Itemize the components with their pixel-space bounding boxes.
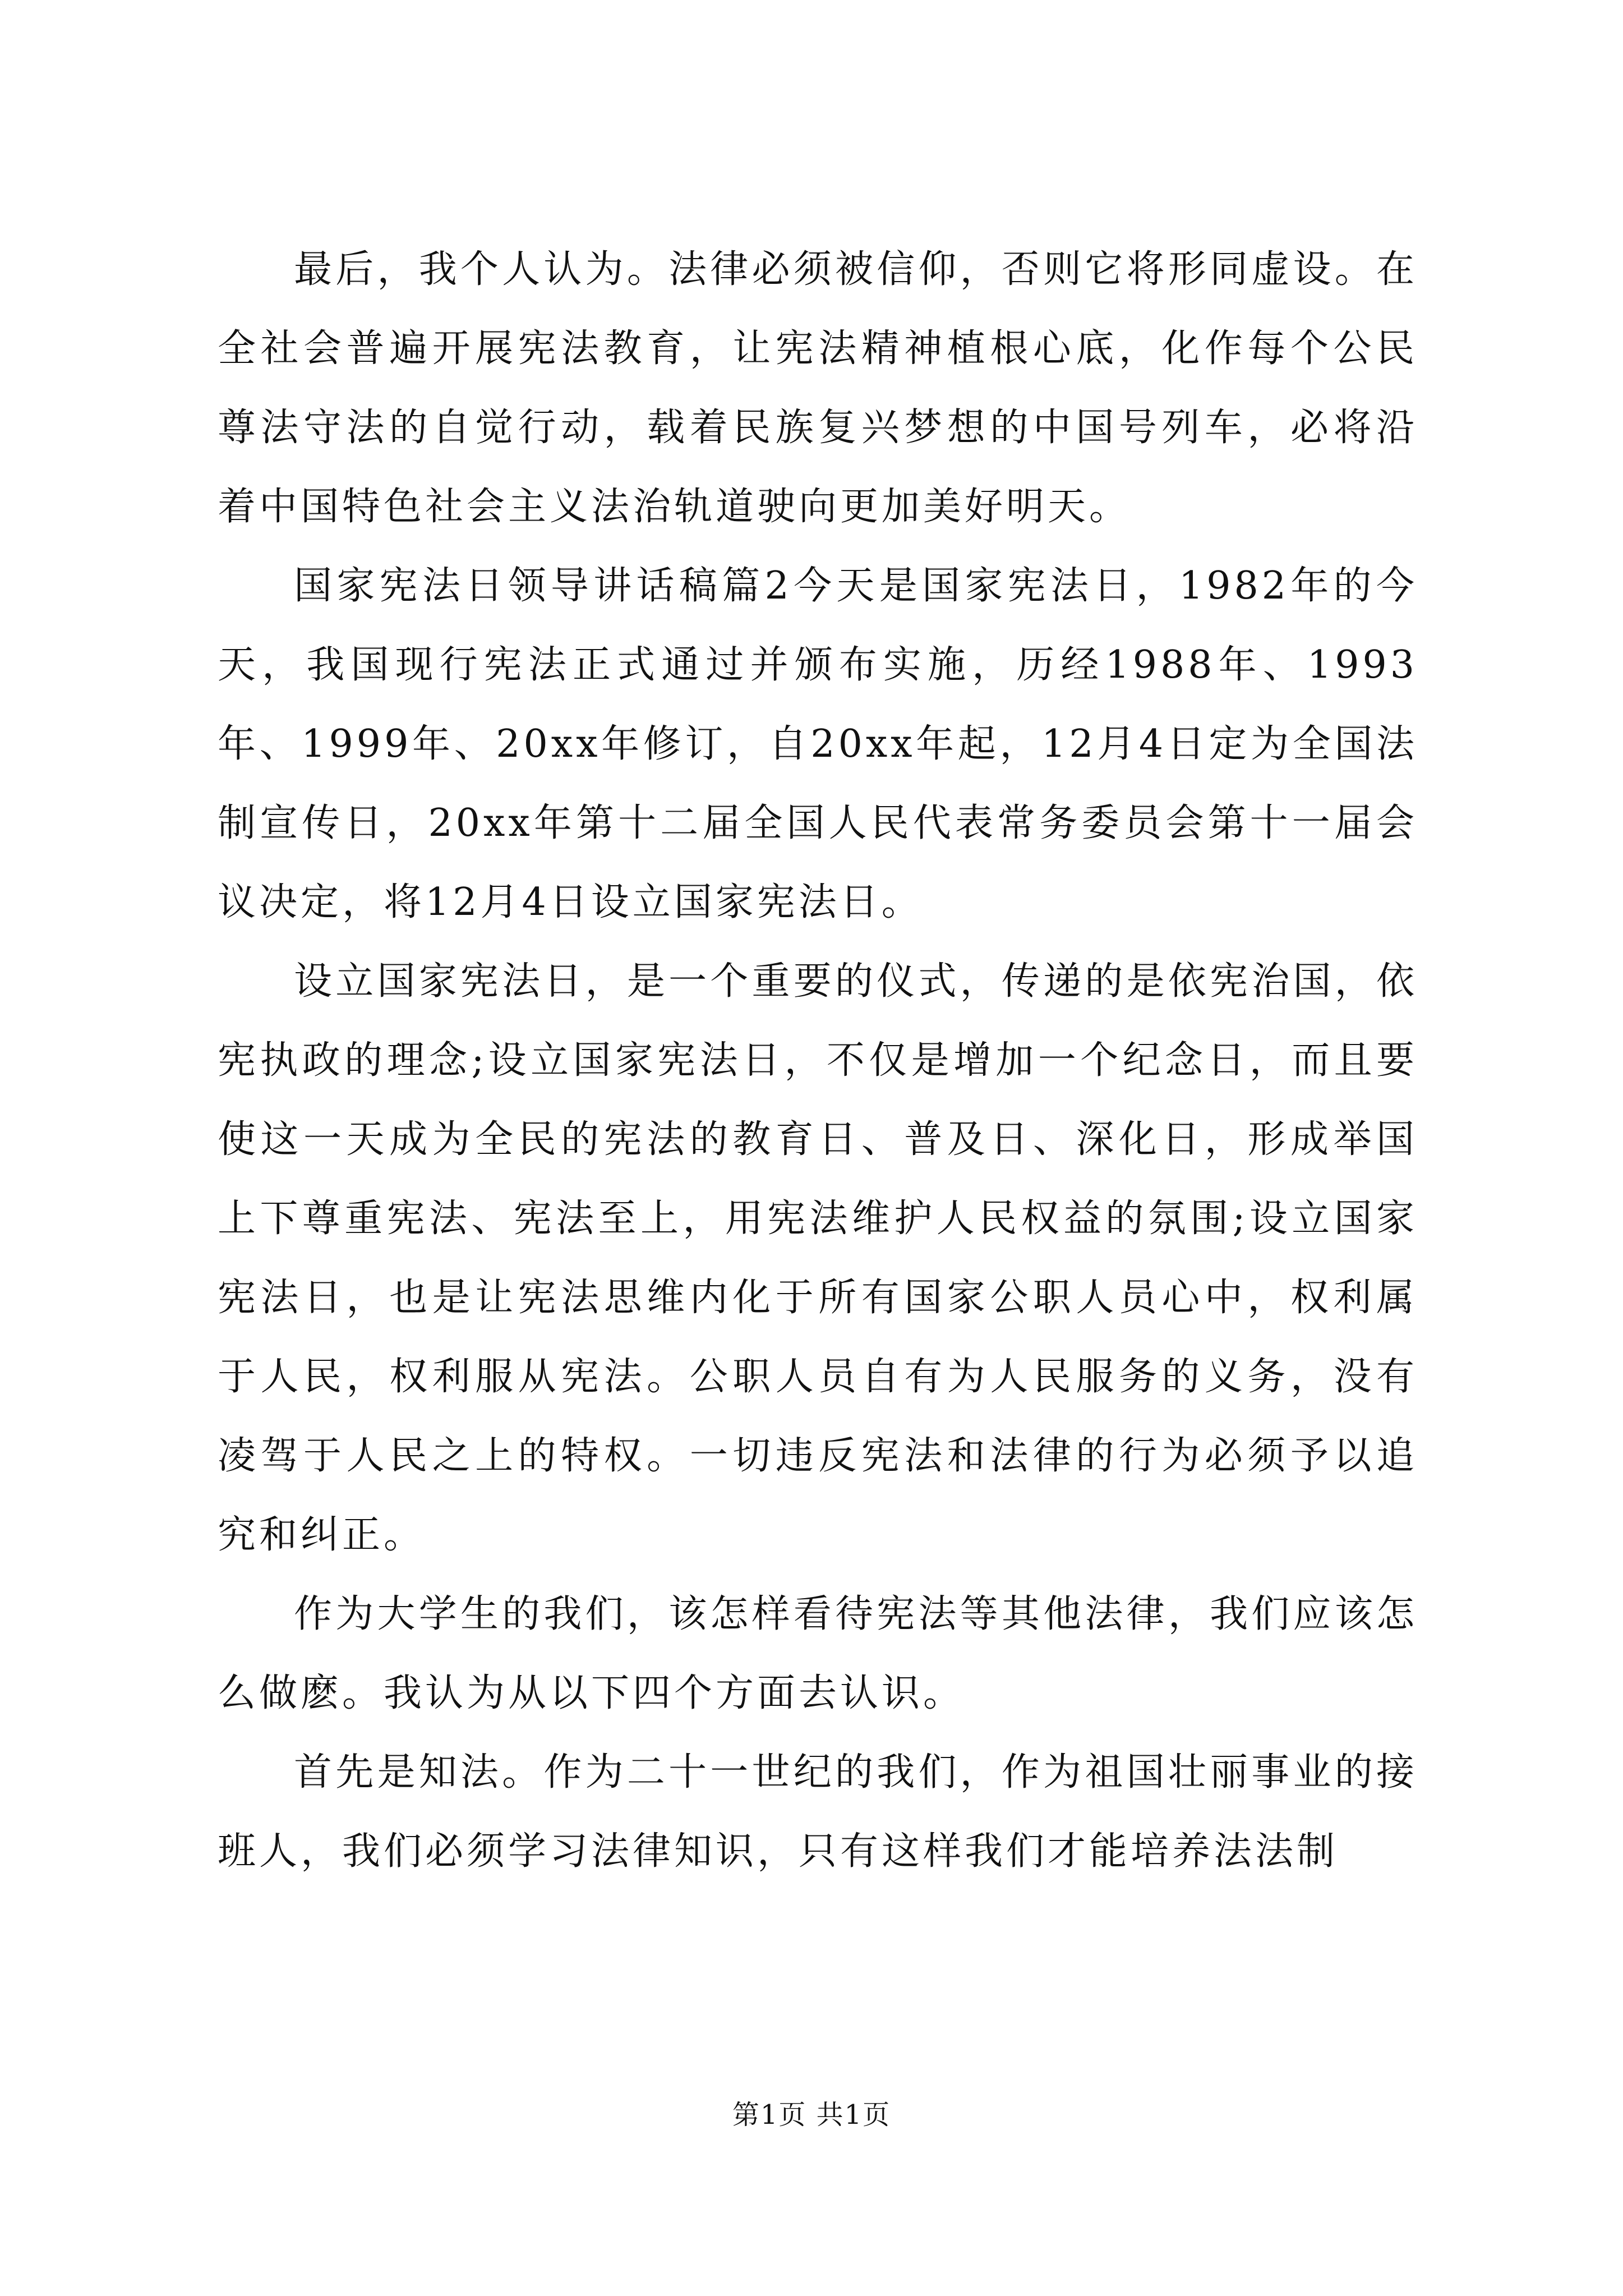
paragraph-4: 作为大学生的我们，该怎样看待宪法等其他法律，我们应该怎么做麽。我认为从以下四个方面去认识。 xyxy=(218,1592,1418,1715)
paragraph-3: 设立国家宪法日，是一个重要的仪式，传递的是依宪治国，依宪执政的理念;设立国家宪法日，不仅是增加一个纪念日，而且要使这一天成为全民的宪法的教育日、普及日、深化日，形成举国上下尊重宪法、宪法至上，用宪法维护人民权益的氛围;设立国家宪法日，也是让宪法思维内化于所有国家公职人员心中，权利属于人民，权利服从宪法。公职人员自有为人民服务的义务，没有凌驾于人民之上的特权。一切违反宪法和法律的行为必须予以追究和纠正。 xyxy=(218,959,1418,1557)
document-body xyxy=(218,230,1418,1891)
paragraph-5: 首先是知法。作为二十一世纪的我们，作为祖国壮丽事业的接班人，我们必须学习法律知识，只有这样我们才能培养法法制 xyxy=(218,1750,1418,1874)
page-footer: 第1页 共1页 xyxy=(732,2099,891,2131)
paragraph-1: 最后，我个人认为。法律必须被信仰，否则它将形同虚设。在全社会普遍开展宪法教育，让宪法精神植根心底，化作每个公民尊法守法的自觉行动，载着民族复兴梦想的中国号列车，必将沿着中国特色社会主义法治轨道驶向更加美好明天。 xyxy=(218,247,1418,529)
paragraph-2: 国家宪法日领导讲话稿篇2今天是国家宪法日，1982年的今天，我国现行宪法正式通过并颁布实施，历经1988年、1993年、1999年、20xx年修订，自20xx年起，12月4日定为全国法制宣传日，20xx年第十二届全国人民代表常务委员会第十一届会议决定，将12月4日设立国家宪法日。 xyxy=(218,564,1418,924)
